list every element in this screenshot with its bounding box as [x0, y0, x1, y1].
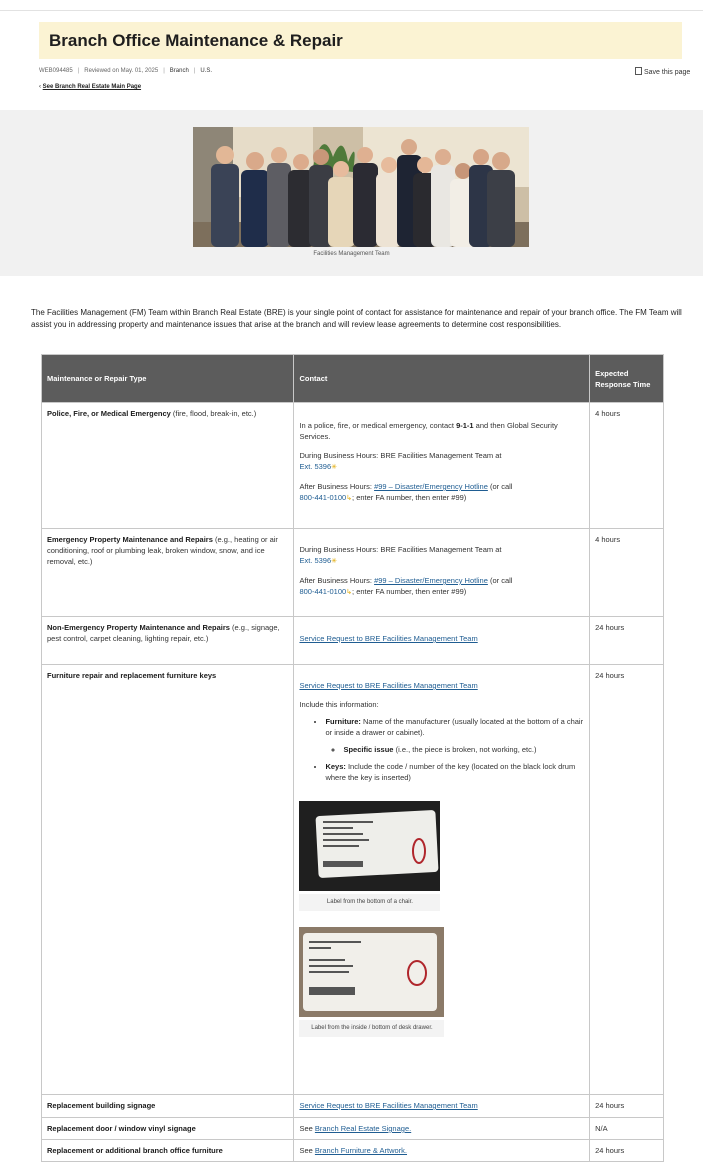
- col-header-type: Maintenance or Repair Type: [42, 355, 294, 403]
- drawer-label-image: [299, 927, 444, 1017]
- extension-5396[interactable]: Ext. 5396: [299, 462, 332, 471]
- phone-number[interactable]: 800-441-0100: [299, 493, 347, 502]
- response-time-cell: 24 hours: [590, 665, 664, 1095]
- contact-cell: Service Request to BRE Facilities Management Team Include this information: • Furniture: Name of the manufacturer (usually located at the bottom of a chair or inside a drawer or cabinet). ◦ Specific issue (i.e., the piece is broken, not working, etc.) • Keys: Include the code / number of the key (located on the black lock drum where the key is inserted) Label from the bottom of a chair. Label from the inside / bottom of desk drawer.: [294, 665, 590, 1095]
- info-list: [299, 716, 584, 783]
- page-meta: WEB094485 | Reviewed on May. 01, 2025 | Branch | U.S.: [39, 68, 213, 74]
- table-row: [42, 403, 664, 529]
- type-cell: Police, Fire, or Medical Emergency (fire, flood, break-in, etc.): [42, 403, 294, 529]
- chair-label-figure: [299, 801, 440, 911]
- maintenance-table: [41, 354, 664, 1162]
- page-title: Branch Office Maintenance & Repair: [49, 31, 343, 50]
- back-link-row: [39, 84, 141, 90]
- copy-icon[interactable]: ↳: [346, 495, 353, 502]
- reviewed-date: Reviewed on May. 01, 2025: [84, 68, 159, 74]
- team-photo: [193, 127, 529, 247]
- table-row: [42, 1140, 664, 1162]
- document-id: WEB094485: [39, 68, 73, 74]
- service-request-link[interactable]: Service Request to BRE Facilities Management Team: [299, 681, 478, 690]
- save-page-button[interactable]: [635, 67, 690, 76]
- extension-5396[interactable]: Ext. 5396: [299, 556, 332, 565]
- type-cell: Replacement building signage: [42, 1095, 294, 1118]
- col-header-contact: Contact: [294, 355, 590, 403]
- drawer-label-figure: [299, 927, 444, 1037]
- meta-tag-branch: Branch: [169, 68, 189, 74]
- chevron-left-icon: ‹: [39, 84, 41, 90]
- intro-paragraph: The Facilities Management (FM) Team within Branch Real Estate (BRE) is your single point of contact for assistance for maintenance and repair of your branch office. The FM Team will assist you in addressing property and maintenance issues that arise at the branch and will review lease agreements to determine cost responsibilities.: [31, 308, 682, 329]
- hero-section: [0, 110, 703, 276]
- type-cell: Replacement door / window vinyl signage: [42, 1118, 294, 1140]
- response-time-cell: 4 hours: [590, 529, 664, 617]
- contact-cell: In a police, fire, or medical emergency, contact 9-1-1 and then Global Security Services. During Business Hours: BRE Facilities Management Team at Ext. 5396✳ After Business Hours: #99 – Disaster/Emergency Hotline (or call 800-441-0100↳; enter FA number, then enter #99): [294, 403, 590, 529]
- furniture-artwork-link[interactable]: Branch Furniture & Artwork.: [314, 1146, 408, 1155]
- service-request-link[interactable]: Service Request to BRE Facilities Management Team: [299, 1101, 478, 1110]
- contact-cell: See Branch Real Estate Signage.: [294, 1118, 590, 1140]
- table-row: [42, 617, 664, 665]
- contact-cell: During Business Hours: BRE Facilities Management Team at Ext. 5396✳ After Business Hours: #99 – Disaster/Emergency Hotline (or call 800-441-0100↳; enter FA number, then enter #99): [294, 529, 590, 617]
- phone-number[interactable]: 800-441-0100: [299, 587, 347, 596]
- disaster-hotline-link[interactable]: #99 – Disaster/Emergency Hotline: [374, 576, 488, 585]
- table-row: [42, 665, 664, 1095]
- title-banner: [39, 22, 682, 59]
- response-time-cell: 24 hours: [590, 617, 664, 665]
- disaster-hotline-link[interactable]: #99 – Disaster/Emergency Hotline: [374, 482, 488, 491]
- type-cell: Emergency Property Maintenance and Repairs (e.g., heating or air conditioning, roof or plumbing leak, broken window, snow, and ice removal, etc.): [42, 529, 294, 617]
- list-item: ◦ Specific issue (i.e., the piece is broken, not working, etc.): [343, 744, 584, 755]
- contact-cell: See Branch Furniture & Artwork.: [294, 1140, 590, 1162]
- table-row: [42, 1095, 664, 1118]
- col-header-response: Expected Response Time: [590, 355, 664, 403]
- list-item: • Keys: Include the code / number of the key (located on the black lock drum where the key is inserted): [325, 761, 584, 783]
- save-page-label: Save this page: [644, 69, 691, 76]
- bookmark-icon: [635, 67, 642, 75]
- chair-label-caption: Label from the bottom of a chair.: [299, 894, 440, 911]
- table-row: [42, 529, 664, 617]
- type-cell: Furniture repair and replacement furniture keys: [42, 665, 294, 1095]
- signage-link[interactable]: Branch Real Estate Signage.: [314, 1124, 412, 1133]
- branch-real-estate-main-link[interactable]: See Branch Real Estate Main Page: [42, 84, 142, 90]
- type-cell: Replacement or additional branch office furniture: [42, 1140, 294, 1162]
- table-row: [42, 1118, 664, 1140]
- copy-icon[interactable]: ✳: [331, 558, 338, 565]
- top-divider: [0, 10, 703, 11]
- list-item: • Furniture: Name of the manufacturer (usually located at the bottom of a chair or inside a drawer or cabinet). ◦ Specific issue (i.e., the piece is broken, not working, etc.): [325, 716, 584, 755]
- drawer-label-caption: Label from the inside / bottom of desk drawer.: [299, 1020, 444, 1037]
- response-time-cell: 4 hours: [590, 403, 664, 529]
- chair-label-image: [299, 801, 440, 891]
- photo-caption: Facilities Management Team: [313, 251, 390, 257]
- table-header-row: [42, 355, 664, 403]
- meta-tag-region: U.S.: [200, 68, 213, 74]
- type-cell: Non-Emergency Property Maintenance and Repairs (e.g., signage, pest control, carpet cleaning, lighting repair, etc.): [42, 617, 294, 665]
- response-time-cell: N/A: [590, 1118, 664, 1140]
- contact-cell: [294, 1095, 590, 1118]
- response-time-cell: 24 hours: [590, 1140, 664, 1162]
- service-request-link[interactable]: Service Request to BRE Facilities Management Team: [299, 634, 478, 643]
- copy-icon[interactable]: ↳: [346, 589, 353, 596]
- copy-icon[interactable]: ✳: [331, 464, 338, 471]
- contact-cell: [294, 617, 590, 665]
- response-time-cell: 24 hours: [590, 1095, 664, 1118]
